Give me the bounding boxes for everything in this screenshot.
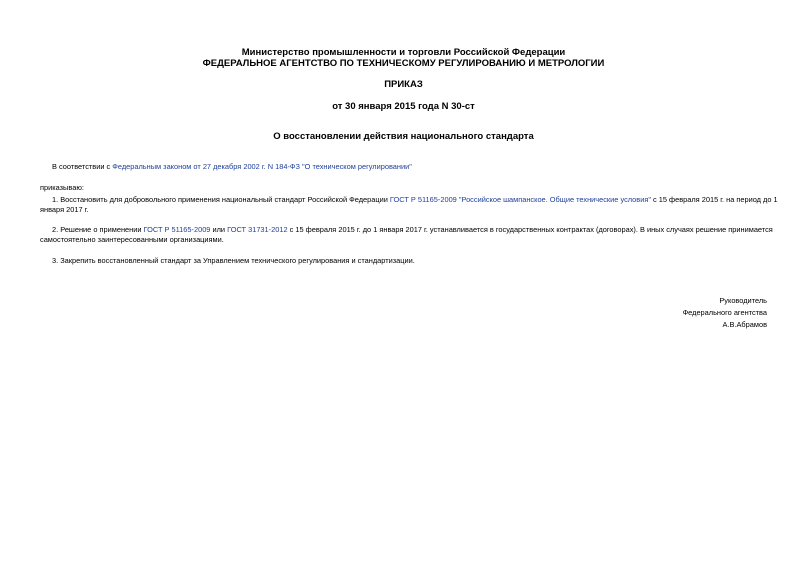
item-2-line-1 xyxy=(52,225,773,235)
gost-31731-2012-link[interactable]: ГОСТ 31731-2012 xyxy=(227,225,288,234)
item-2-suffix: с 15 февраля 2015 г. до 1 января 2017 г. устанавливается в государственных контрактах (договорах). В иных случаях решение принимается xyxy=(287,225,773,234)
item-1-prefix: 1. Восстановить для добровольного применения национальный стандарт Российской Федерации xyxy=(52,195,390,204)
gost-r-51165-2009-link[interactable]: ГОСТ Р 51165-2009 xyxy=(143,225,211,234)
item-1-suffix: с 15 февраля 2015 г. на период до 1 xyxy=(650,195,778,204)
document-date-number: от 30 января 2015 года N 30-ст xyxy=(332,101,475,112)
ministry-name: Министерство промышленности и торговли Российской Федерации xyxy=(241,47,566,58)
item-1-line-1 xyxy=(52,195,778,205)
document-title: О восстановлении действия национального стандарта xyxy=(273,131,534,142)
federal-law-link[interactable]: Федеральным законом от 27 декабря 2002 г. N 184-ФЗ "О техническом регулировании" xyxy=(112,162,412,171)
item-2-mid: или xyxy=(210,225,228,234)
intro-prefix: В соответствии с xyxy=(52,162,113,171)
signature-title: Руководитель xyxy=(719,296,767,305)
signature-name: А.В.Абрамов xyxy=(722,320,767,329)
item-2-line-2: самостоятельно заинтересованными организациями. xyxy=(40,235,224,244)
intro-paragraph xyxy=(52,162,412,172)
agency-name: ФЕДЕРАЛЬНОЕ АГЕНТСТВО ПО ТЕХНИЧЕСКОМУ РЕГУЛИРОВАНИЮ И МЕТРОЛОГИИ xyxy=(202,58,605,69)
order-word: приказываю: xyxy=(40,183,84,192)
signature-agency: Федерального агентства xyxy=(682,308,767,317)
gost-51165-2009-link[interactable]: ГОСТ Р 51165-2009 "Российское шампанское. Общие технические условия" xyxy=(389,195,651,204)
document-type: ПРИКАЗ xyxy=(384,79,423,90)
item-3: 3. Закрепить восстановленный стандарт за Управлением технического регулирования и стандартизации. xyxy=(52,256,415,265)
item-1-line-2: января 2017 г. xyxy=(40,205,89,214)
item-2-prefix: 2. Решение о применении xyxy=(52,225,144,234)
